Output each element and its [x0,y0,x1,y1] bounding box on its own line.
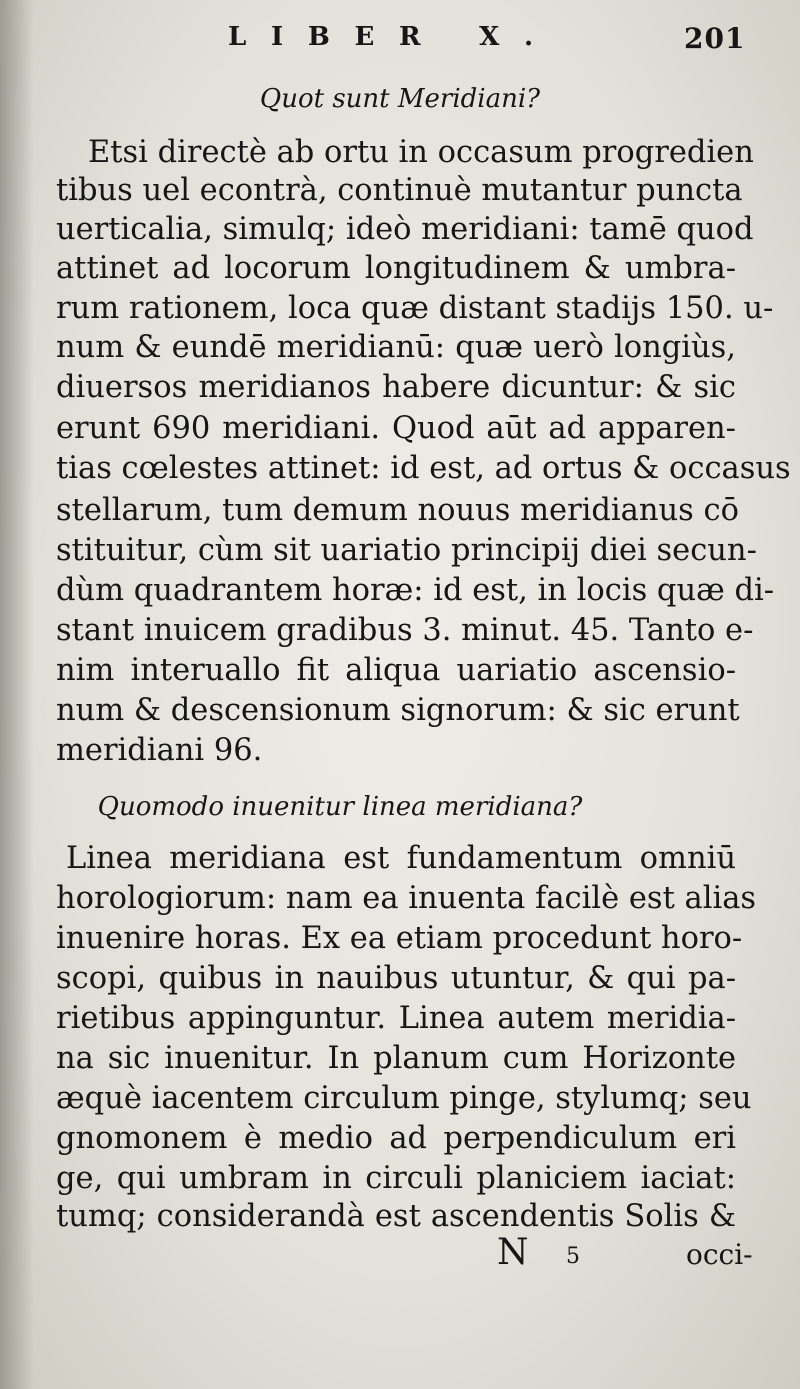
text-line: horologiorum: nam ea inuenta facilè est alias [56,881,757,916]
text-line: meridiani 96. [56,733,263,768]
text-line: num & descensionum signorum: & sic erunt [56,693,740,728]
text-line: tias cœlestes attinet: id est, ad ortus & occasus [56,451,791,486]
text-line: dùm quadrantem horæ: id est, in locis quæ di- [56,573,775,608]
text-line: Linea meridiana est fundamentum omniū [66,841,736,876]
signature-number: 5 [566,1244,580,1269]
text-line: inuenire horas. Ex ea etiam procedunt horo- [56,921,743,956]
text-line: uerticalia, simulq; ideò meridiani: tamē quod [56,212,754,247]
text-line: scopi, quibus in nauibus utuntur, & qui pa- [56,961,736,996]
section-heading-meridians: Quot sunt Meridiani? [259,84,541,114]
running-head [0,22,800,62]
text-line: nim interuallo fit aliqua uariatio ascensio- [56,653,736,688]
text-line: na sic inuenitur. In planum cum Horizonte [56,1041,736,1076]
page-number: 201 [684,22,746,55]
text-line: diuersos meridianos habere dicuntur: & sic [56,370,736,405]
text-line: tibus uel econtrà, continuè mutantur puncta [56,173,743,208]
text-line: ge, qui umbram in circuli planiciem iaciat: [56,1161,736,1196]
text-line: erunt 690 meridiani. Quod aūt ad apparen- [56,411,736,446]
text-line: stituitur, cùm sit uariatio principij diei secun- [56,533,757,568]
text-line: Etsi directè ab ortu in occasum progredien [88,135,754,170]
text-line: æquè iacentem circulum pinge, stylumq; seu [56,1081,752,1116]
running-title: LIBER X. [228,22,558,52]
signature-mark: N [497,1232,529,1273]
text-line: attinet ad locorum longitudinem & umbra- [56,251,736,286]
text-line: stant inuicem gradibus 3. minut. 45. Tanto e- [56,613,754,648]
catchword: occi- [686,1238,753,1271]
text-line: rum rationem, loca quæ distant stadijs 150. u- [56,291,774,326]
text-line: gnomonem è medio ad perpendiculum eri [56,1121,736,1156]
text-line: stellarum, tum demum nouus meridianus cō [56,493,739,528]
text-line: tumq; considerandà est ascendentis Solis & [56,1199,736,1234]
text-line: num & eundē meridianū: quæ uerò longiùs, [56,330,736,365]
section-heading-meridian-line: Quomodo inuenitur linea meridiana? [97,792,583,822]
text-line: rietibus appinguntur. Linea autem meridia- [56,1001,736,1036]
